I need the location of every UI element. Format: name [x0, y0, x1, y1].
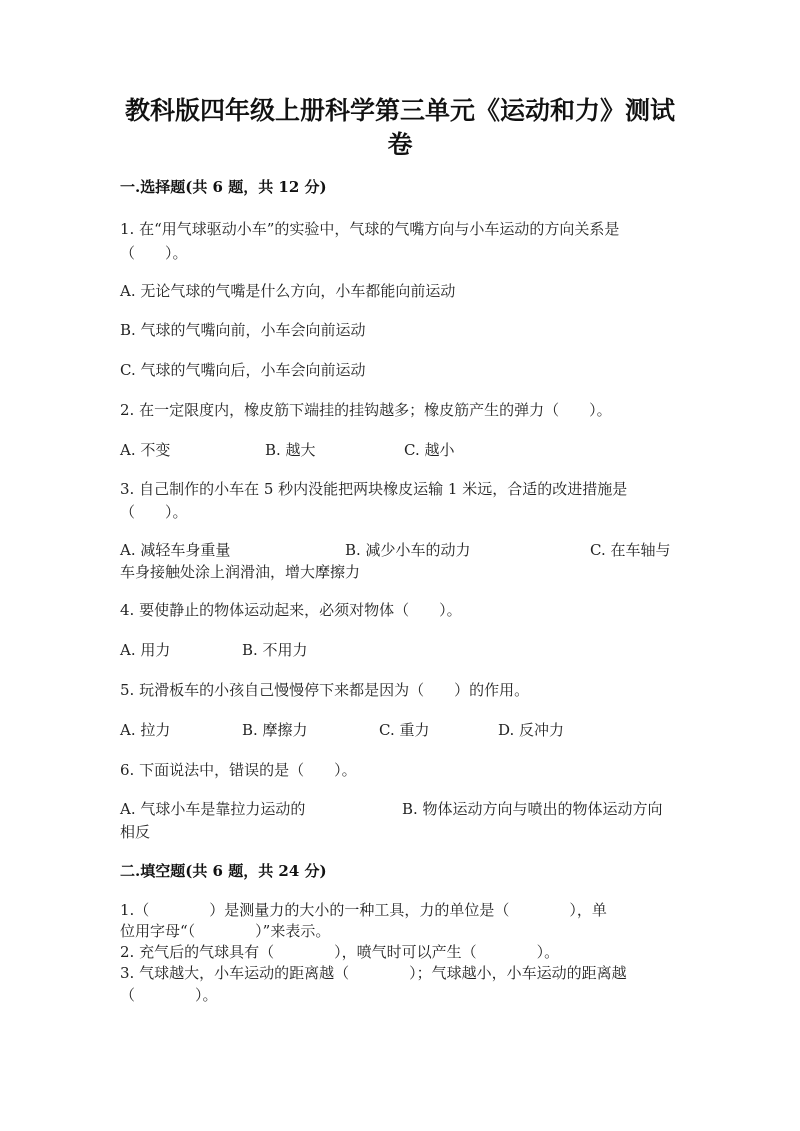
q3-stem-line-1: 3. 自己制作的小车在 5 秒内没能把两块橡皮运输 1 米远，合适的改进措施是	[120, 480, 628, 498]
q1-stem-line-2: （ ）。	[120, 244, 188, 262]
section-2-heading: 二.填空题(共 6 题，共 24 分)	[120, 862, 327, 880]
fill-q2: 2. 充气后的气球具有（ ），喷气时可以产生（ ）。	[120, 943, 560, 961]
q3-option-a: A. 减轻车身重量	[120, 541, 231, 559]
q1-option-c: C. 气球的气嘴向后，小车会向前运动	[120, 361, 366, 379]
title-line-1: 教科版四年级上册科学第三单元《运动和力》测试	[124, 96, 675, 125]
section-1-heading: 一.选择题(共 6 题，共 12 分)	[120, 178, 327, 196]
fill-q1-line-1: 1.（ ）是测量力的大小的一种工具，力的单位是（ ），单	[120, 901, 607, 919]
q6-option-b: B. 物体运动方向与喷出的物体运动方向	[402, 800, 663, 818]
q2-option-b: B. 越大	[265, 441, 316, 459]
q1-option-b: B. 气球的气嘴向前，小车会向前运动	[120, 321, 366, 339]
q6-stem: 6. 下面说法中，错误的是（ ）。	[120, 761, 357, 779]
q3-option-c-continued: 车身接触处涂上润滑油，增大摩擦力	[120, 563, 361, 581]
q6-option-a: A. 气球小车是靠拉力运动的	[120, 800, 306, 818]
q5-stem: 5. 玩滑板车的小孩自己慢慢停下来都是因为（ ）的作用。	[120, 681, 530, 699]
title-line-2: 卷	[387, 130, 413, 159]
q4-option-a: A. 用力	[120, 641, 171, 659]
fill-q3-line-2: （ ）。	[120, 986, 218, 1004]
q5-option-c: C. 重力	[379, 721, 430, 739]
q3-stem-line-2: （ ）。	[120, 503, 188, 521]
q4-stem: 4. 要使静止的物体运动起来，必须对物体（ ）。	[120, 601, 462, 619]
q6-option-b-continued: 相反	[120, 823, 151, 841]
q1-option-a: A. 无论气球的气嘴是什么方向，小车都能向前运动	[120, 282, 456, 300]
fill-q1-line-2: 位用字母“（ ）”来表示。	[120, 922, 331, 940]
q3-option-c: C. 在车轴与	[590, 541, 671, 559]
q2-stem: 2. 在一定限度内，橡皮筋下端挂的挂钩越多；橡皮筋产生的弹力（ ）。	[120, 401, 612, 419]
q2-option-c: C. 越小	[404, 441, 455, 459]
fill-q3-line-1: 3. 气球越大，小车运动的距离越（ ）；气球越小，小车运动的距离越	[120, 964, 627, 982]
q4-option-b: B. 不用力	[242, 641, 308, 659]
q1-stem-line-1: 1. 在“用气球驱动小车”的实验中，气球的气嘴方向与小车运动的方向关系是	[120, 220, 620, 238]
q5-option-a: A. 拉力	[120, 721, 171, 739]
q2-option-a: A. 不变	[120, 441, 171, 459]
exam-title	[120, 94, 680, 162]
q5-option-d: D. 反冲力	[498, 721, 565, 739]
q3-option-b: B. 减少小车的动力	[345, 541, 471, 559]
q5-option-b: B. 摩擦力	[242, 721, 308, 739]
